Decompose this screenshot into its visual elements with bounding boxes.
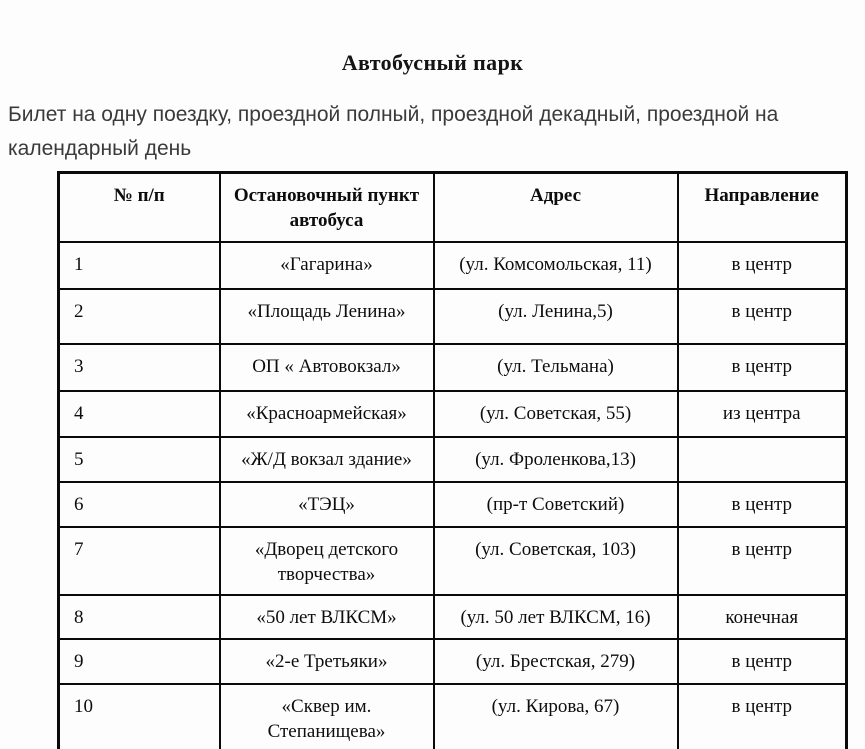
- cell-direction: в центр: [678, 527, 847, 595]
- column-header-direction: Направление: [678, 173, 847, 242]
- cell-number: 9: [59, 639, 220, 684]
- column-header-address: Адрес: [434, 173, 678, 242]
- cell-number: 4: [59, 391, 220, 437]
- cell-number: 6: [59, 482, 220, 527]
- table-row: [59, 639, 847, 684]
- cell-number: 7: [59, 527, 220, 595]
- cell-direction: в центр: [678, 242, 847, 289]
- cell-address: (ул. Советская, 55): [434, 391, 678, 437]
- cell-stop: «Ж/Д вокзал здание»: [220, 437, 434, 482]
- page-title: Автобусный парк: [341, 50, 524, 75]
- table-row: [59, 482, 847, 527]
- cell-direction: [678, 437, 847, 482]
- cell-address: (ул. Брестская, 279): [434, 639, 678, 684]
- cell-number: 1: [59, 242, 220, 289]
- bus-stops-table: [57, 171, 848, 749]
- cell-address: (ул. 50 лет ВЛКСМ, 16): [434, 595, 678, 639]
- cell-number: 2: [59, 289, 220, 344]
- table-row: [59, 289, 847, 344]
- cell-address: (ул. Советская, 103): [434, 527, 678, 595]
- cell-address: (пр-т Советский): [434, 482, 678, 527]
- cell-address: (ул. Кирова, 67): [434, 684, 678, 749]
- cell-number: 5: [59, 437, 220, 482]
- cell-stop: «ТЭЦ»: [220, 482, 434, 527]
- table-row: [59, 437, 847, 482]
- cell-stop: «2-е Третьяки»: [220, 639, 434, 684]
- cell-stop: «Дворец детского творчества»: [220, 527, 434, 595]
- cell-address: (ул. Тельмана): [434, 344, 678, 391]
- header-row: [59, 173, 847, 242]
- cell-stop: «Красноармейская»: [220, 391, 434, 437]
- table-header: [59, 173, 847, 242]
- intro-paragraph: Билет на одну поездку, проездной полный, проездной декадный, проездной на календарный день: [8, 103, 779, 160]
- cell-stop: «Площадь Ленина»: [220, 289, 434, 344]
- table-row: [59, 684, 847, 749]
- cell-direction: из центра: [678, 391, 847, 437]
- cell-direction: в центр: [678, 289, 847, 344]
- cell-direction: в центр: [678, 684, 847, 749]
- cell-direction: в центр: [678, 344, 847, 391]
- cell-direction: конечная: [678, 595, 847, 639]
- table-row: [59, 595, 847, 639]
- cell-address: (ул. Комсомольская, 11): [434, 242, 678, 289]
- cell-direction: в центр: [678, 639, 847, 684]
- cell-number: 8: [59, 595, 220, 639]
- cell-stop: «Сквер им. Степанищева»: [220, 684, 434, 749]
- table-row: [59, 391, 847, 437]
- table-row: [59, 242, 847, 289]
- cell-stop: ОП « Автовокзал»: [220, 344, 434, 391]
- cell-number: 10: [59, 684, 220, 749]
- column-header-stop: Остановочный пункт автобуса: [220, 173, 434, 242]
- cell-direction: в центр: [678, 482, 847, 527]
- table-row: [59, 344, 847, 391]
- table-body: [59, 242, 847, 749]
- cell-address: (ул. Фроленкова,13): [434, 437, 678, 482]
- cell-stop: «Гагарина»: [220, 242, 434, 289]
- cell-address: (ул. Ленина,5): [434, 289, 678, 344]
- column-header-number: № п/п: [59, 173, 220, 242]
- cell-number: 3: [59, 344, 220, 391]
- cell-stop: «50 лет ВЛКСМ»: [220, 595, 434, 639]
- table-row: [59, 527, 847, 595]
